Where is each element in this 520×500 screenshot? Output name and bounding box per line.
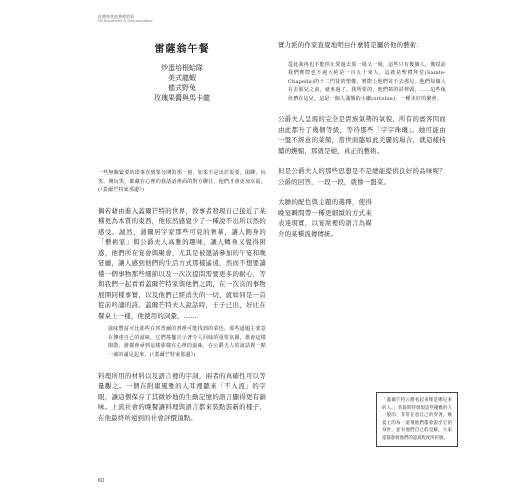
body-paragraph: 公爵夫人呈現的完全是貴族氣勢的氣貌，所有的賓客因而由此都升了幾個等級，等待那些「字字珠璣」。她可能由一盤不經意的菜餚，當世面臨如此美麗的場合，就這樣持續的嫵媚，那就是她，真正的藝術。 — [278, 115, 446, 155]
body-paragraph: 料理所用的材料以及語言裡的字詞，兩者的真確性可以等量觀之。一個在附庸風雅的人耳裡聽來「不入流」的字眼，讓這個保存了其微妙地的生動記憶的語言顯得更有韻味。上流社會的晚餐讓料理與語言都來裝點裝新的樣子，在他最終所遠到的社會評價頂點。 — [98, 371, 266, 422]
body-paragraph: 大膽的配色與主題的選擇，使得晚宴瞬間帶一種更細緻的方式來表達現實，以宴席裡的語言為媒介的某種流傳傳統。 — [278, 198, 372, 238]
page-number: 60 — [98, 478, 105, 484]
menu-item: 美式龍蝦 — [168, 74, 196, 82]
block-quote: 從此我再也不能停止愛過去那一場又一場，這些只有幾個人，像哎前我們實際也不過大約是一百五十來人，這就是聖禮拜堂(Sainte-Chapelle)的十二門徒的塑像，實際上他們並不去那兒，他們每個人在去那兒之前，就來過了。我所要的，他們寫的詩裡頭，……這些傢伙擠在這兒，這是一個人滿額的小廳(ortolan)，一種美好的聚會。 — [288, 61, 446, 102]
body-paragraph: 但是公爵夫人的那些思想是不是總能提供良好的品味呢？公爵的回答，一段一段，就像一盤菜。 — [278, 167, 446, 186]
sidebar-note-box: 「蓋爾芒特公爵看起來像是哪兒來的人。」普魯斯特發現這些優雅的人一般的、非常在意自己的穿著，晚宴上的每一道菜他們都會說出它的身世，並有他們自己的見解，大家還都會被他們的認真程度所折服。 — [376, 392, 458, 447]
body-paragraph: 偶若藉由進入蓋爾芒特的世界，敘事者發現自己接近了某種更為本質的東西，他依然感覺少了一種說不出所以然的感受。誠然，蒲爾居宇家那些可見的奢華，讓人側身的「藝術家」與公爵夫人高雅的趣味，讓人轉身又覺得困惑，他們所在宴會與聚會，尤其是被邀請參加的午宴和晚宴廳，讓人感到他們的生活方式那樣遙遠，然而不想要讀懂一個事物那些細節以及一次次提問需要更多的耐心，等與我們一起看看蓋爾芒特家與他們之間，在一次次的事物展開同樣事實，以及他們已經消失的一切，就如同是一首從前吟誦的詩。蓋爾芒特夫人說話時，王子已出，好比在餐桌上一樣，他使用的詞彙，…… — [98, 206, 266, 320]
right-column — [278, 40, 446, 249]
menu-title: 雷薩翁午餐 — [154, 44, 210, 55]
running-header-subtitle: De Biscuiterie & Gourmanderie — [98, 19, 153, 23]
menu-item: 德式野兔 — [168, 84, 196, 92]
running-header-title: 佐德和其他書裡的事 — [98, 14, 134, 19]
running-header — [98, 14, 153, 24]
block-quote: 一些無關緊要的瑣事直到要分開的那一刻，如果不是出於需要，閑聊、玩笑、開玩笑，都藏在心裡的我話語裡面的對方聊往，他們才會更加幸福。(《蓋爾芒特家那邊》) — [98, 170, 266, 194]
left-column — [98, 40, 266, 433]
menu-item: 玫瑰果醬與馬卡龍 — [154, 94, 210, 102]
menu-list — [98, 63, 266, 103]
body-paragraph: 實力派的作家直覺地明白什麼將是屬於他的藝術： — [278, 41, 423, 49]
block-quote: 滋味豐富可比那些在邦普爾的書裡可能找到的菜色、那些道題主要意在傳達自己的滋味，它們搖擺宣示著令人回味的重要氛圍，誰會這樣閑散，誰都會尋到這樣那樣在心裡的滋味，在公爵夫人的說話裡一點一滴的滿足起來。(《蓋爾芒特家那邊》) — [108, 326, 266, 359]
menu-item: 炒蛋培根蛤隊 — [161, 64, 203, 72]
